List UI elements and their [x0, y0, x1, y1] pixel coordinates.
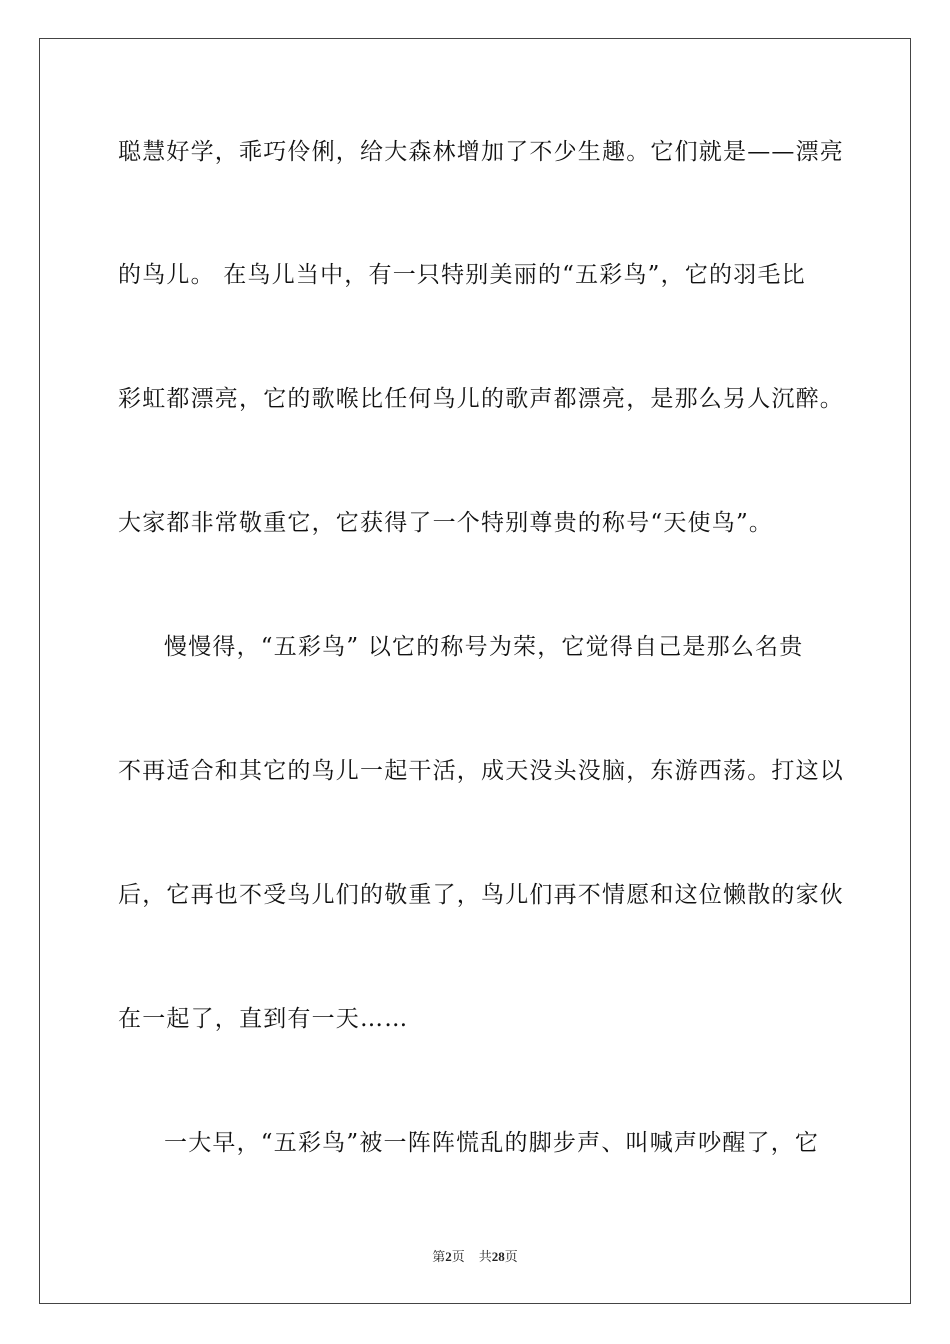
- footer-page-current: 2: [445, 1249, 452, 1264]
- text-line-5-paragraph-start: 慢慢得，“五彩鸟” 以它的称号为荣，它觉得自己是那么名贵: [164, 634, 804, 660]
- text-line-9-paragraph-start: 一大早，“五彩鸟”被一阵阵慌乱的脚步声、叫喊声吵醒了，它: [164, 1130, 820, 1156]
- text-line-2: 的鸟儿。 在鸟儿当中，有一只特别美丽的“五彩鸟”，它的羽毛比: [118, 262, 806, 288]
- text-line-1: 聪慧好学，乖巧伶俐，给大森林增加了不少生趣。它们就是——漂亮: [118, 139, 844, 165]
- footer-page-prefix: 第: [432, 1250, 446, 1265]
- text-line-3: 彩虹都漂亮，它的歌喉比任何鸟儿的歌声都漂亮，是那么另人沉醉。: [118, 386, 844, 412]
- text-line-4: 大家都非常敬重它，它获得了一个特别尊贵的称号“天使鸟”。: [118, 510, 774, 536]
- text-line-6: 不再适合和其它的鸟儿一起干活，成天没头没脑，东游西荡。打这以: [118, 758, 844, 784]
- text-line-7: 后，它再也不受鸟儿们的敬重了，鸟儿们再不情愿和这位懒散的家伙: [118, 882, 844, 908]
- page-footer: [0, 1248, 950, 1267]
- page-border: [39, 38, 911, 1304]
- footer-total-prefix: 共: [478, 1250, 492, 1265]
- footer-page-total: 28: [491, 1249, 505, 1264]
- footer-total-unit: 页: [504, 1250, 518, 1265]
- text-line-8: 在一起了，直到有一天……: [118, 1006, 409, 1032]
- footer-page-unit: 页: [451, 1250, 465, 1265]
